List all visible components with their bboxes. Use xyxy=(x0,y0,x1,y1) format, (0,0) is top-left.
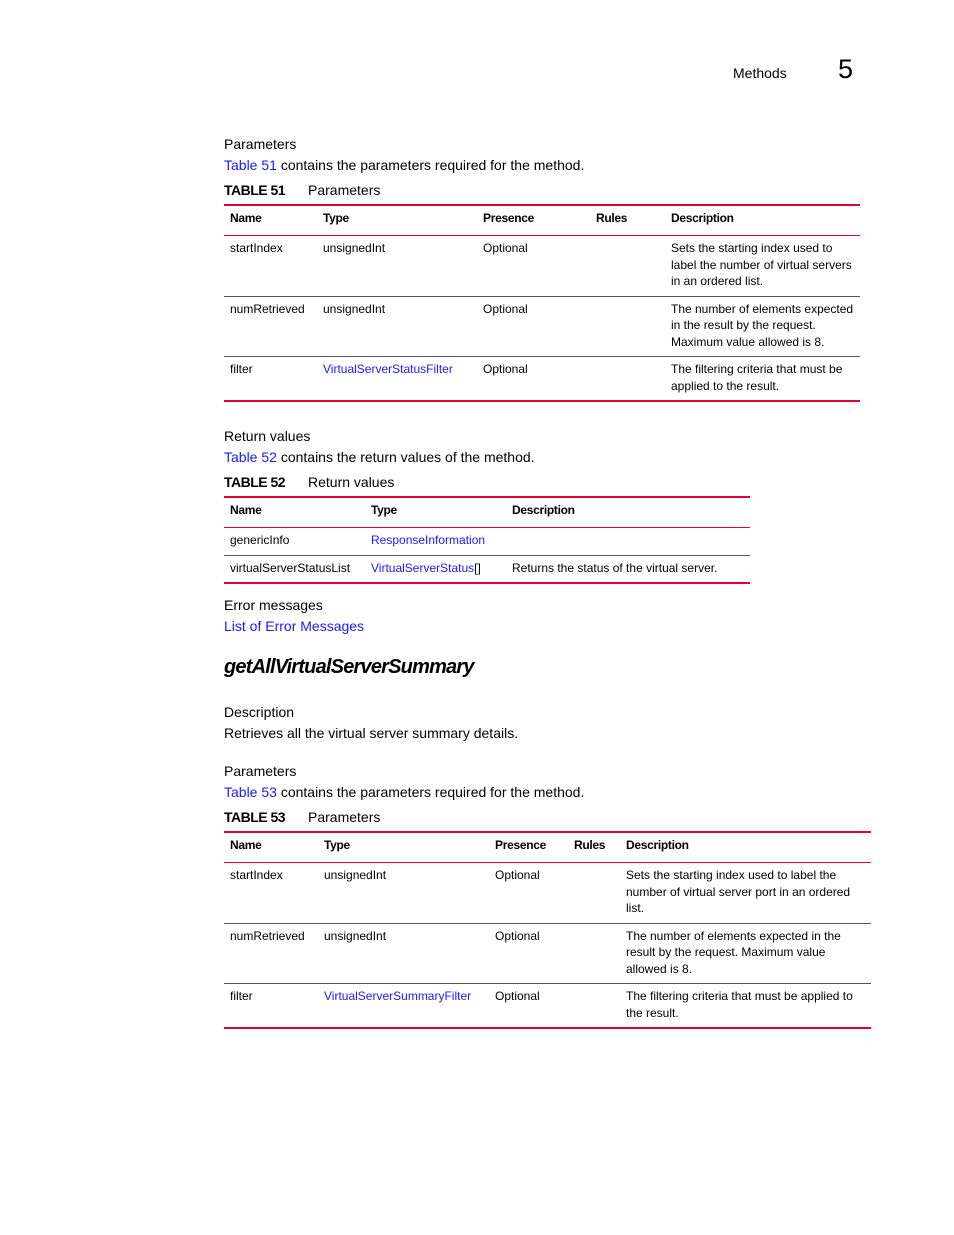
cell-type xyxy=(365,555,506,583)
table-row xyxy=(224,357,860,402)
table53-intro xyxy=(224,784,584,800)
col-type: Type xyxy=(371,503,397,517)
table51 xyxy=(224,204,860,402)
table51-number: TABLE 51 xyxy=(224,182,286,198)
cell-rules xyxy=(568,863,620,924)
error-messages-heading: Error messages xyxy=(224,597,323,613)
cell-type xyxy=(365,528,506,556)
cell-type-link[interactable]: VirtualServerSummaryFilter xyxy=(318,984,489,1029)
table51-title: Parameters xyxy=(308,182,381,198)
col-rules: Rules xyxy=(574,838,606,852)
cell-description xyxy=(506,528,750,556)
cell-name: virtualServerStatusList xyxy=(224,555,365,583)
cell-name: filter xyxy=(224,357,317,402)
table53-intro-text: contains the parameters required for the method. xyxy=(276,784,585,800)
table51-intro-text: contains the parameters required for the method. xyxy=(276,157,585,173)
cell-rules xyxy=(568,923,620,984)
cell-name: startIndex xyxy=(224,236,317,297)
table53-number: TABLE 53 xyxy=(224,809,286,825)
description-text: Retrieves all the virtual server summary details. xyxy=(224,725,519,741)
parameters-heading: Parameters xyxy=(224,136,297,152)
table-row xyxy=(224,555,750,583)
cell-name: startIndex xyxy=(224,863,318,924)
running-header-section: Methods xyxy=(733,65,787,81)
method-title: getAllVirtualServerSummary xyxy=(224,656,474,678)
cell-rules xyxy=(590,357,665,402)
table52-intro-text: contains the return values of the method. xyxy=(276,449,535,465)
cell-presence: Optional xyxy=(489,923,568,984)
table52-caption xyxy=(224,474,394,490)
table52-title: Return values xyxy=(308,474,395,490)
error-messages-link[interactable]: List of Error Messages xyxy=(224,618,365,634)
col-presence: Presence xyxy=(495,838,546,852)
col-description: Description xyxy=(671,211,734,225)
description-heading: Description xyxy=(224,704,295,720)
cell-type: unsignedInt xyxy=(317,296,477,357)
cell-description: The number of elements expected in the result by the request. Maximum value allowed is 8. xyxy=(620,923,871,984)
table51-intro xyxy=(224,157,584,173)
type-link[interactable]: VirtualServerStatus xyxy=(371,560,475,575)
cell-name: numRetrieved xyxy=(224,296,317,357)
table53-caption xyxy=(224,809,380,825)
table-row xyxy=(224,863,871,924)
cell-rules xyxy=(590,236,665,297)
return-values-heading: Return values xyxy=(224,428,311,444)
table-row xyxy=(224,528,750,556)
cell-type: unsignedInt xyxy=(318,863,489,924)
cell-description: The filtering criteria that must be applied to the result. xyxy=(620,984,871,1029)
type-suffix: [] xyxy=(474,560,481,575)
col-name: Name xyxy=(230,838,262,852)
cell-description: Sets the starting index used to label the number of virtual servers in an ordered list. xyxy=(665,236,860,297)
table53-header-row xyxy=(224,832,871,863)
cell-description: The number of elements expected in the result by the request. Maximum value allowed is 8. xyxy=(665,296,860,357)
col-name: Name xyxy=(230,211,262,225)
table-row xyxy=(224,923,871,984)
table53-link[interactable]: Table 53 xyxy=(224,784,277,800)
table52-intro xyxy=(224,449,535,465)
cell-presence: Optional xyxy=(489,863,568,924)
col-description: Description xyxy=(626,838,689,852)
cell-name: numRetrieved xyxy=(224,923,318,984)
table-row xyxy=(224,236,860,297)
col-rules: Rules xyxy=(596,211,628,225)
cell-name: genericInfo xyxy=(224,528,365,556)
type-link[interactable]: ResponseInformation xyxy=(371,533,486,547)
table53 xyxy=(224,831,871,1029)
cell-description: Returns the status of the virtual server. xyxy=(506,555,750,583)
cell-rules xyxy=(590,296,665,357)
cell-presence: Optional xyxy=(477,357,590,402)
table52-link[interactable]: Table 52 xyxy=(224,449,277,465)
table52-header-row xyxy=(224,497,750,528)
col-type: Type xyxy=(323,211,349,225)
cell-type: unsignedInt xyxy=(318,923,489,984)
col-name: Name xyxy=(230,503,262,517)
table51-link[interactable]: Table 51 xyxy=(224,157,277,173)
table51-caption xyxy=(224,182,380,198)
cell-name: filter xyxy=(224,984,318,1029)
table52-number: TABLE 52 xyxy=(224,474,286,490)
col-type: Type xyxy=(324,838,350,852)
cell-description: The filtering criteria that must be applied to the result. xyxy=(665,357,860,402)
cell-presence: Optional xyxy=(477,296,590,357)
cell-presence: Optional xyxy=(489,984,568,1029)
col-presence: Presence xyxy=(483,211,534,225)
chapter-number: 5 xyxy=(838,54,854,84)
table52 xyxy=(224,496,750,584)
cell-description: Sets the starting index used to label the number of virtual server port in an ordered list. xyxy=(620,863,871,924)
cell-type-link[interactable]: VirtualServerStatusFilter xyxy=(317,357,477,402)
col-description: Description xyxy=(512,503,575,517)
table51-header-row xyxy=(224,205,860,236)
cell-rules xyxy=(568,984,620,1029)
table-row xyxy=(224,984,871,1029)
cell-type: unsignedInt xyxy=(317,236,477,297)
cell-presence: Optional xyxy=(477,236,590,297)
table-row xyxy=(224,296,860,357)
table53-title: Parameters xyxy=(308,809,381,825)
parameters-heading-2: Parameters xyxy=(224,763,297,779)
